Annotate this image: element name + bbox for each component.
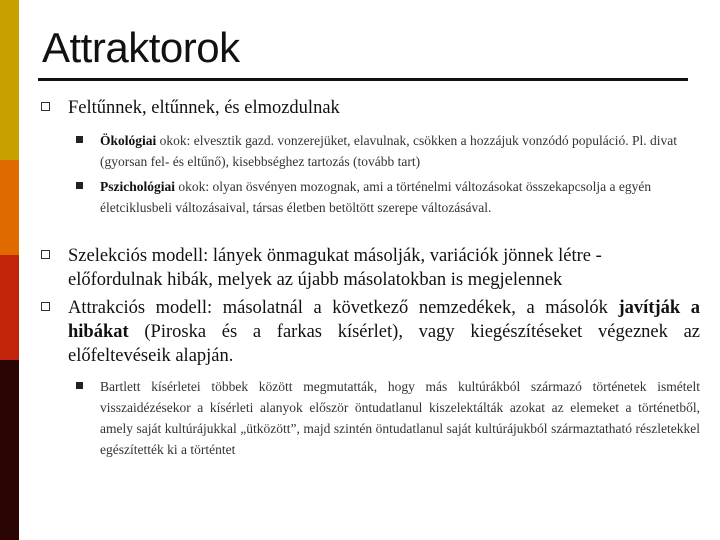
title-divider	[38, 78, 688, 81]
filled-square-bullet-icon	[76, 182, 83, 189]
sub-bullet-item	[40, 376, 700, 460]
bullet-text: Feltűnnek, eltűnnek, és elmozdulnak	[68, 98, 340, 118]
sub-bullet-item	[40, 130, 700, 172]
sub-bullet-bold: Pszichológiai	[100, 179, 175, 194]
slide-content	[40, 96, 700, 460]
sub-bullet-bold: Ökológiai	[100, 133, 157, 148]
sub-bullet-item	[40, 176, 700, 218]
hollow-square-bullet-icon	[41, 302, 50, 311]
decor-stripe-gold	[0, 0, 19, 160]
bullet-text-bold: javítják a hibákat	[68, 298, 700, 342]
bullet-item	[40, 296, 700, 368]
hollow-square-bullet-icon	[41, 102, 50, 111]
bullet-text-tail: (Piroska és a farkas kísérlet), vagy kiegészítéseket végeznek az előfeltevéseik alapján.	[68, 322, 700, 366]
decor-stripe-red	[0, 255, 19, 360]
decor-stripe-dark	[0, 360, 19, 540]
bullet-text: Szelekciós modell: lányek önmagukat másolják, variációk jönnek létre - előfordulnak hibák, melyek az újabb másolatokban is megjelennek	[68, 246, 602, 290]
sub-bullet-text: okok: elvesztik gazd. vonzerejüket, elavulnak, csökken a hozzájuk vonzódó populáció. Pl. divat (gyorsan fel- és eltűnő), kisebbséghez tartozás (tovább tart)	[100, 133, 677, 169]
slide-title: Attraktorok	[42, 24, 240, 71]
filled-square-bullet-icon	[76, 382, 83, 389]
hollow-square-bullet-icon	[41, 250, 50, 259]
bullet-item	[40, 96, 700, 120]
sub-bullet-text: Bartlett kísérletei többek között megmutatták, hogy más kultúrákból származó történetek ismételt visszaidézésekor a kísérleti alanyok először öntudatlanul kiszelektálták azokat az elemeket a történetből, amely saját kultúrájukkal „ütközött”, majd szintén öntudatlanul saját kultúrájukból származtatható részletekkel egészítették ki a történtet	[100, 379, 700, 457]
sub-bullet-text: okok: olyan ösvényen mozognak, ami a történelmi változásokat összekapcsolja a egyén életciklusbeli változásaival, társas életben betöltött szerepe változásával.	[100, 179, 652, 215]
filled-square-bullet-icon	[76, 136, 83, 143]
bullet-text-lead: Attrakciós modell: másolatnál a következő nemzedékek, a másolók	[68, 298, 619, 318]
bullet-item	[40, 244, 700, 292]
decor-stripe-orange	[0, 160, 19, 255]
